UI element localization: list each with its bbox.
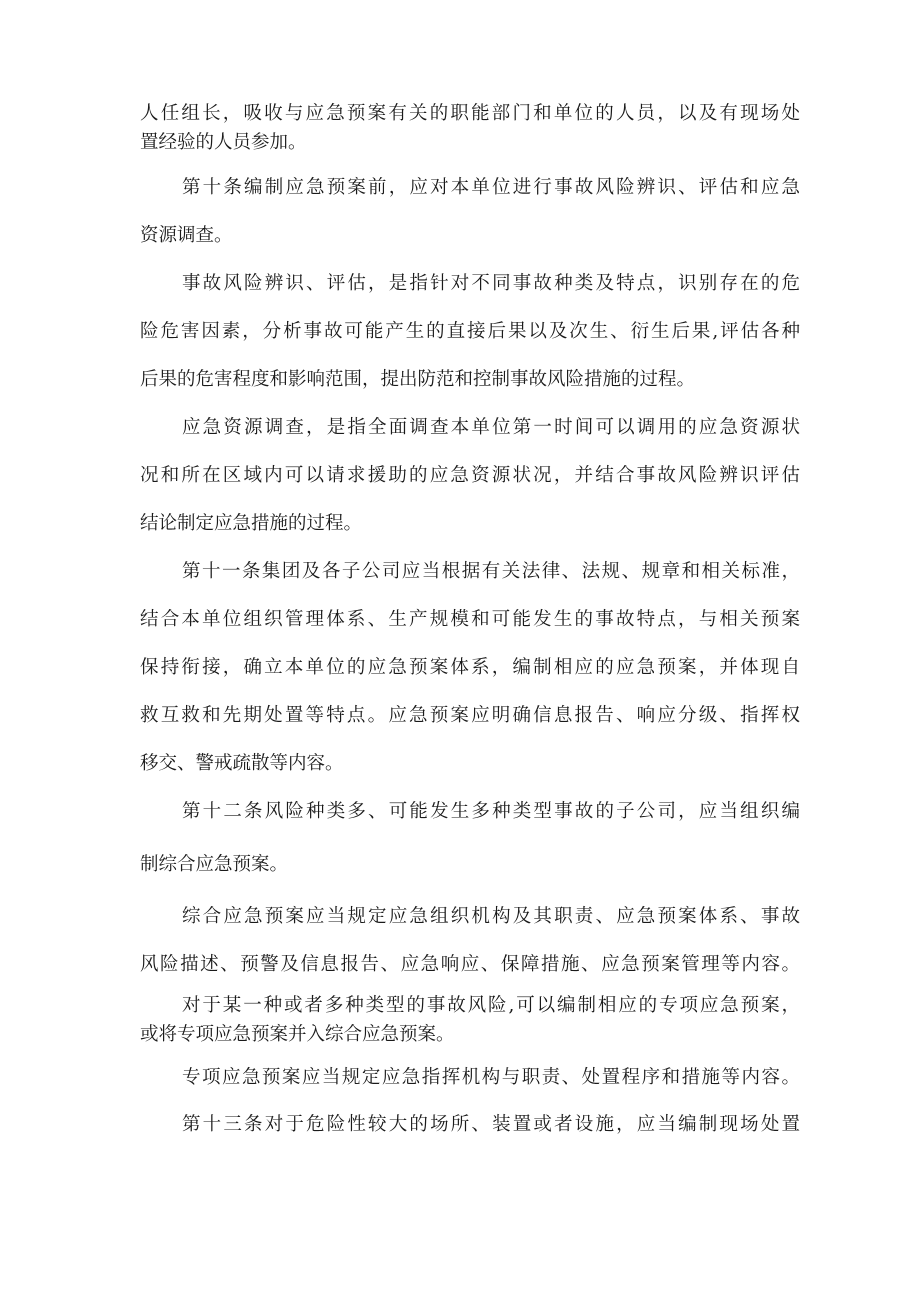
text-line: 后果的危害程度和影响范围，提出防范和控制事故风险措施的过程。 xyxy=(140,369,696,390)
text-line: 置经验的人员参加。 xyxy=(140,132,307,153)
text-line: 应急资源调查，是指全面调查本单位第一时间可以调用的应急资源状 xyxy=(182,417,800,438)
text-line: 况和所在区域内可以请求援助的应急资源状况，并结合事故风险辨识评估 xyxy=(140,465,800,486)
text-line: 资源调查。 xyxy=(140,225,233,246)
text-line: 事故风险辨识、评估，是指针对不同事故种类及特点，识别存在的危 xyxy=(182,273,800,294)
text-line: 第十条编制应急预案前，应对本单位进行事故风险辨识、评估和应急 xyxy=(182,177,800,198)
text-line: 专项应急预案应当规定应急指挥机构与职责、处置程序和措施等内容。 xyxy=(182,1067,800,1088)
text-line: 移交、警戒疏散等内容。 xyxy=(140,753,344,774)
text-line: 第十二条风险种类多、可能发生多种类型事故的子公司，应当组织编 xyxy=(182,801,800,822)
text-line: 结论制定应急措施的过程。 xyxy=(140,513,363,534)
text-line: 保持衔接，确立本单位的应急预案体系，编制相应的应急预案，并体现自 xyxy=(140,657,800,678)
text-line: 对于某一种或者多种类型的事故风险,可以编制相应的专项应急预案， xyxy=(182,995,800,1016)
text-line: 综合应急预案应当规定应急组织机构及其职责、应急预案体系、事故 xyxy=(182,906,800,927)
text-line: 或将专项应急预案并入综合应急预案。 xyxy=(140,1024,455,1045)
text-line: 第十一条集团及各子公司应当根据有关法律、法规、规章和相关标准， xyxy=(182,561,800,582)
text-line: 第十三条对于危险性较大的场所、装置或者设施，应当编制现场处置 xyxy=(182,1114,800,1135)
text-line: 人任组长，吸收与应急预案有关的职能部门和单位的人员，以及有现场处 xyxy=(140,103,800,124)
text-line: 制综合应急预案。 xyxy=(140,854,289,875)
text-line: 风险描述、预警及信息报告、应急响应、保障措施、应急预案管理等内容。 xyxy=(140,954,800,975)
text-line: 结合本单位组织管理体系、生产规模和可能发生的事故特点，与相关预案 xyxy=(140,609,800,630)
text-line: 救互救和先期处置等特点。应急预案应明确信息报告、响应分级、指挥权 xyxy=(140,705,800,726)
text-line: 险危害因素，分析事故可能产生的直接后果以及次生、衍生后果,评估各种 xyxy=(140,321,800,342)
